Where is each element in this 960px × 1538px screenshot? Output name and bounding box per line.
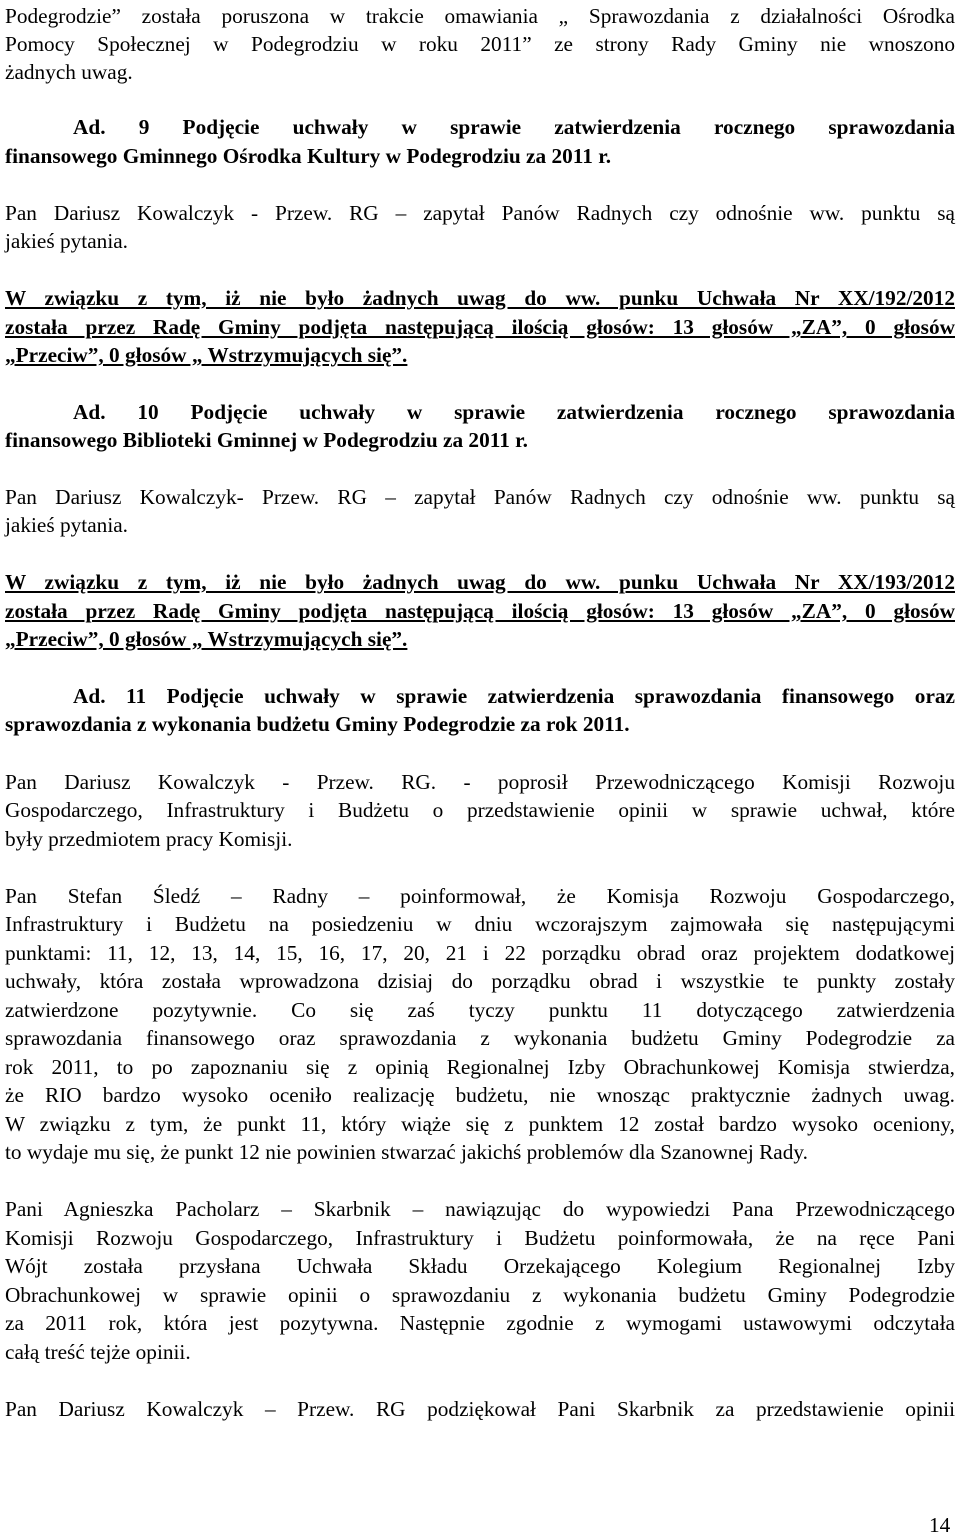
- text-line: całą treść tejże opinii.: [5, 1340, 191, 1364]
- agenda-item-heading: Ad. 11 Podjęcie uchwały w sprawie zatwierdzenia sprawozdania finansowego oraz: [73, 684, 955, 708]
- text-line: Pani Agnieszka Pacholarz – Skarbnik – nawiązując do wypowiedzi Pana Przewodniczącego: [5, 1197, 955, 1221]
- resolution-line: „Przeciw”, 0 głosów „ Wstrzymujących się”.: [5, 627, 408, 651]
- text-line: jakieś pytania.: [5, 229, 129, 253]
- resolution-line: została przez Radę Gminy podjęta następującą ilością głosów: 13 głosów „ZA”, 0 głosów: [5, 599, 955, 623]
- agenda-item-heading: sprawozdania z wykonania budżetu Gminy Podegrodzie za rok 2011.: [5, 712, 630, 736]
- text-line: Pan Dariusz Kowalczyk - Przew. RG – zapytał Panów Radnych czy odnośnie ww. punktu są: [5, 201, 955, 225]
- text-line: Podegrodzie” została poruszona w trakcie omawiania „ Sprawozdania z działalności Ośrodka: [5, 4, 955, 28]
- resolution-line: została przez Radę Gminy podjęta następującą ilością głosów: 13 głosów „ZA”, 0 głosów: [5, 315, 955, 339]
- text-line: uchwały, która została wprowadzona dzisiaj do porządku obrad i wszystkie te punkty zostały: [5, 969, 955, 993]
- text-line: Pan Dariusz Kowalczyk- Przew. RG – zapytał Panów Radnych czy odnośnie ww. punktu są: [5, 485, 955, 509]
- text-line: za 2011 rok, która jest pozytywna. Następnie zgodnie z wymogami ustawowymi odczytała: [5, 1311, 955, 1335]
- text-line: Obrachunkowej w sprawie opinii o sprawozdaniu z wykonania budżetu Gminy Podegrodzie: [5, 1283, 955, 1307]
- text-line: Gospodarczego, Infrastruktury i Budżetu o przedstawienie opinii w sprawie uchwał, które: [5, 798, 955, 822]
- text-line: Pan Dariusz Kowalczyk – Przew. RG podziękował Pani Skarbnik za przedstawienie opinii: [5, 1397, 955, 1421]
- text-line: były przedmiotem pracy Komisji.: [5, 827, 293, 851]
- text-line: punktami: 11, 12, 13, 14, 15, 16, 17, 20, 21 i 22 porządku obrad oraz projektem dodatkowej: [5, 941, 955, 965]
- resolution-line: W związku z tym, iż nie było żadnych uwag do ww. punku Uchwała Nr XX/193/2012: [5, 570, 955, 594]
- text-line: Komisji Rozwoju Gospodarczego, Infrastruktury i Budżetu poinformowała, że na ręce Pani: [5, 1226, 955, 1250]
- agenda-item-heading: finansowego Gminnego Ośrodka Kultury w Podegrodziu za 2011 r.: [5, 144, 612, 168]
- resolution-line: W związku z tym, iż nie było żadnych uwag do ww. punku Uchwała Nr XX/192/2012: [5, 286, 955, 310]
- page-number: 14: [929, 1513, 951, 1537]
- agenda-item-heading: Ad. 10 Podjęcie uchwały w sprawie zatwierdzenia rocznego sprawozdania: [73, 400, 955, 424]
- text-line: jakieś pytania.: [5, 513, 129, 537]
- text-line: Pan Stefan Śledź – Radny – poinformował, że Komisja Rozwoju Gospodarczego,: [5, 884, 955, 908]
- text-line: to wydaje mu się, że punkt 12 nie powinien stwarzać jakichś problemów dla Szanownej Rady.: [5, 1140, 808, 1164]
- agenda-item-heading: Ad. 9 Podjęcie uchwały w sprawie zatwierdzenia rocznego sprawozdania: [73, 115, 955, 139]
- text-line: Infrastruktury i Budżetu na posiedzeniu w dniu wczorajszym zajmowała się następującymi: [5, 912, 955, 936]
- text-line: Pan Dariusz Kowalczyk - Przew. RG. - poprosił Przewodniczącego Komisji Rozwoju: [5, 770, 955, 794]
- agenda-item-heading: finansowego Biblioteki Gminnej w Podegrodziu za 2011 r.: [5, 428, 528, 452]
- text-line: sprawozdania finansowego oraz sprawozdania z wykonania budżetu Gminy Podegrodzie za: [5, 1026, 955, 1050]
- text-line: Wójt została przysłana Uchwała Składu Orzekającego Kolegium Regionalnej Izby: [5, 1254, 955, 1278]
- text-line: że RIO bardzo wysoko oceniło realizację budżetu, nie wnosząc praktycznie żadnych uwag.: [5, 1083, 955, 1107]
- text-line: rok 2011, to po zapoznaniu się z opinią Regionalnej Izby Obrachunkowej Komisja stwierdza,: [5, 1055, 955, 1079]
- text-line: zatwierdzone pozytywnie. Co się zaś tyczy punktu 11 dotyczącego zatwierdzenia: [5, 998, 955, 1022]
- text-line: W związku z tym, że punkt 11, który wiąże się z punktem 12 został bardzo wysoko oceniony,: [5, 1112, 955, 1136]
- text-line: Pomocy Społecznej w Podegrodziu w roku 2011” ze strony Rady Gminy nie wnoszono: [5, 32, 955, 56]
- resolution-line: „Przeciw”, 0 głosów „ Wstrzymujących się”.: [5, 343, 408, 367]
- text-line: żadnych uwag.: [5, 60, 133, 84]
